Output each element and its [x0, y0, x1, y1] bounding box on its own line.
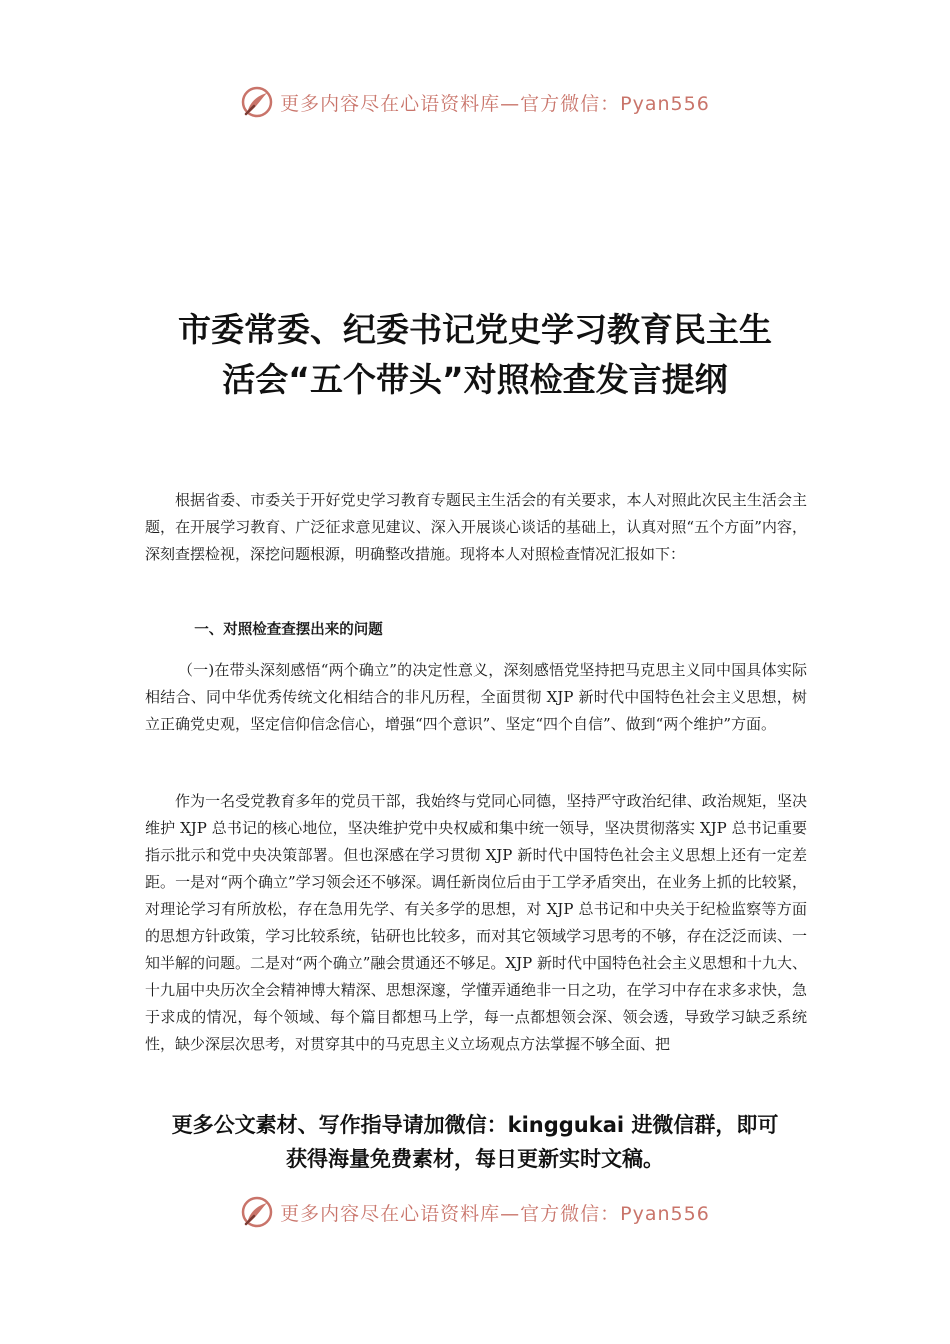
brand-logo-icon: [240, 85, 274, 119]
section-heading: [145, 617, 807, 644]
subsection-text: （一)在带头深刻感悟“两个确立”的决定性意义，深刻感悟党坚持把马克思主义同中国具体实际相结合、同中华优秀传统文化相结合的非凡历程，全面贯彻 XJP 新时代中国特色社会主义思想，树立正确党史观，坚定信仰信念信心，增强“四个意识”、坚定“四个自信”、做到“两个维护”方面。: [145, 661, 807, 733]
section-heading-text: 一、对照检查查摆出来的问题: [194, 622, 383, 638]
body-paragraph: [145, 788, 807, 1058]
watermark-text: 更多内容尽在心语资料库—官方微信：Pyan556: [280, 1202, 710, 1225]
brand-logo-icon: [240, 1195, 274, 1229]
document-title: [0, 305, 950, 405]
intro-text: 根据省委、市委关于开好党史学习教育专题民主生活会的有关要求，本人对照此次民主生活会主题，在开展学习教育、广泛征求意见建议、深入开展谈心谈话的基础上，认真对照“五个方面”内容，深刻查摆检视，深挖问题根源，明确整改措施。现将本人对照检查情况汇报如下：: [145, 491, 807, 563]
title-line-1: 市委常委、纪委书记党史学习教育民主生: [178, 310, 772, 349]
subsection-paragraph: [145, 657, 807, 738]
title-line-2: 活会“五个带头”对照检查发言提纲: [222, 360, 728, 399]
watermark-text: 更多内容尽在心语资料库—官方微信：Pyan556: [280, 92, 710, 115]
intro-paragraph: [145, 487, 807, 568]
watermark-header: [0, 82, 950, 122]
promo-line-2: 获得海量免费素材，每日更新实时文稿。: [286, 1147, 664, 1171]
watermark-footer: [0, 1192, 950, 1232]
body-paragraph-text: 作为一名受党教育多年的党员干部，我始终与党同心同德，坚持严守政治纪律、政治规矩，坚决维护 XJP 总书记的核心地位，坚决维护党中央权威和集中统一领导，坚决贯彻落实 XJP 总书记重要指示批示和党中央决策部署。但也深感在学习贯彻 XJP 新时代中国特色社会主义思想上还有一定差距。一是对“两个确立”学习领会还不够深。调任新岗位后由于工学矛盾突出，在业务上抓的比较紧，对理论学习有所放松，存在急用先学、有关多学的思想，对 XJP 总书记和中央关于纪检监察等方面的思想方针政策，学习比较系统，钻研也比较多，而对其它领域学习思考的不够，存在泛泛而读、一知半解的问题。二是对“两个确立”融会贯通还不够足。XJP 新时代中国特色社会主义思想和十九大、十九届中央历次全会精神博大精深、思想深邃，学懂弄通绝非一日之功，在学习中存在求多求快，急于求成的情况，每个领域、每个篇目都想马上学，每一点都想领会深、领会透，导致学习缺乏系统性，缺少深层次思考，对贯穿其中的马克思主义立场观点方法掌握不够全面、把: [145, 792, 807, 1053]
promo-line-1: 更多公文素材、写作指导请加微信：kinggukai 进微信群，即可: [171, 1113, 779, 1137]
promo-banner: [140, 1108, 810, 1176]
